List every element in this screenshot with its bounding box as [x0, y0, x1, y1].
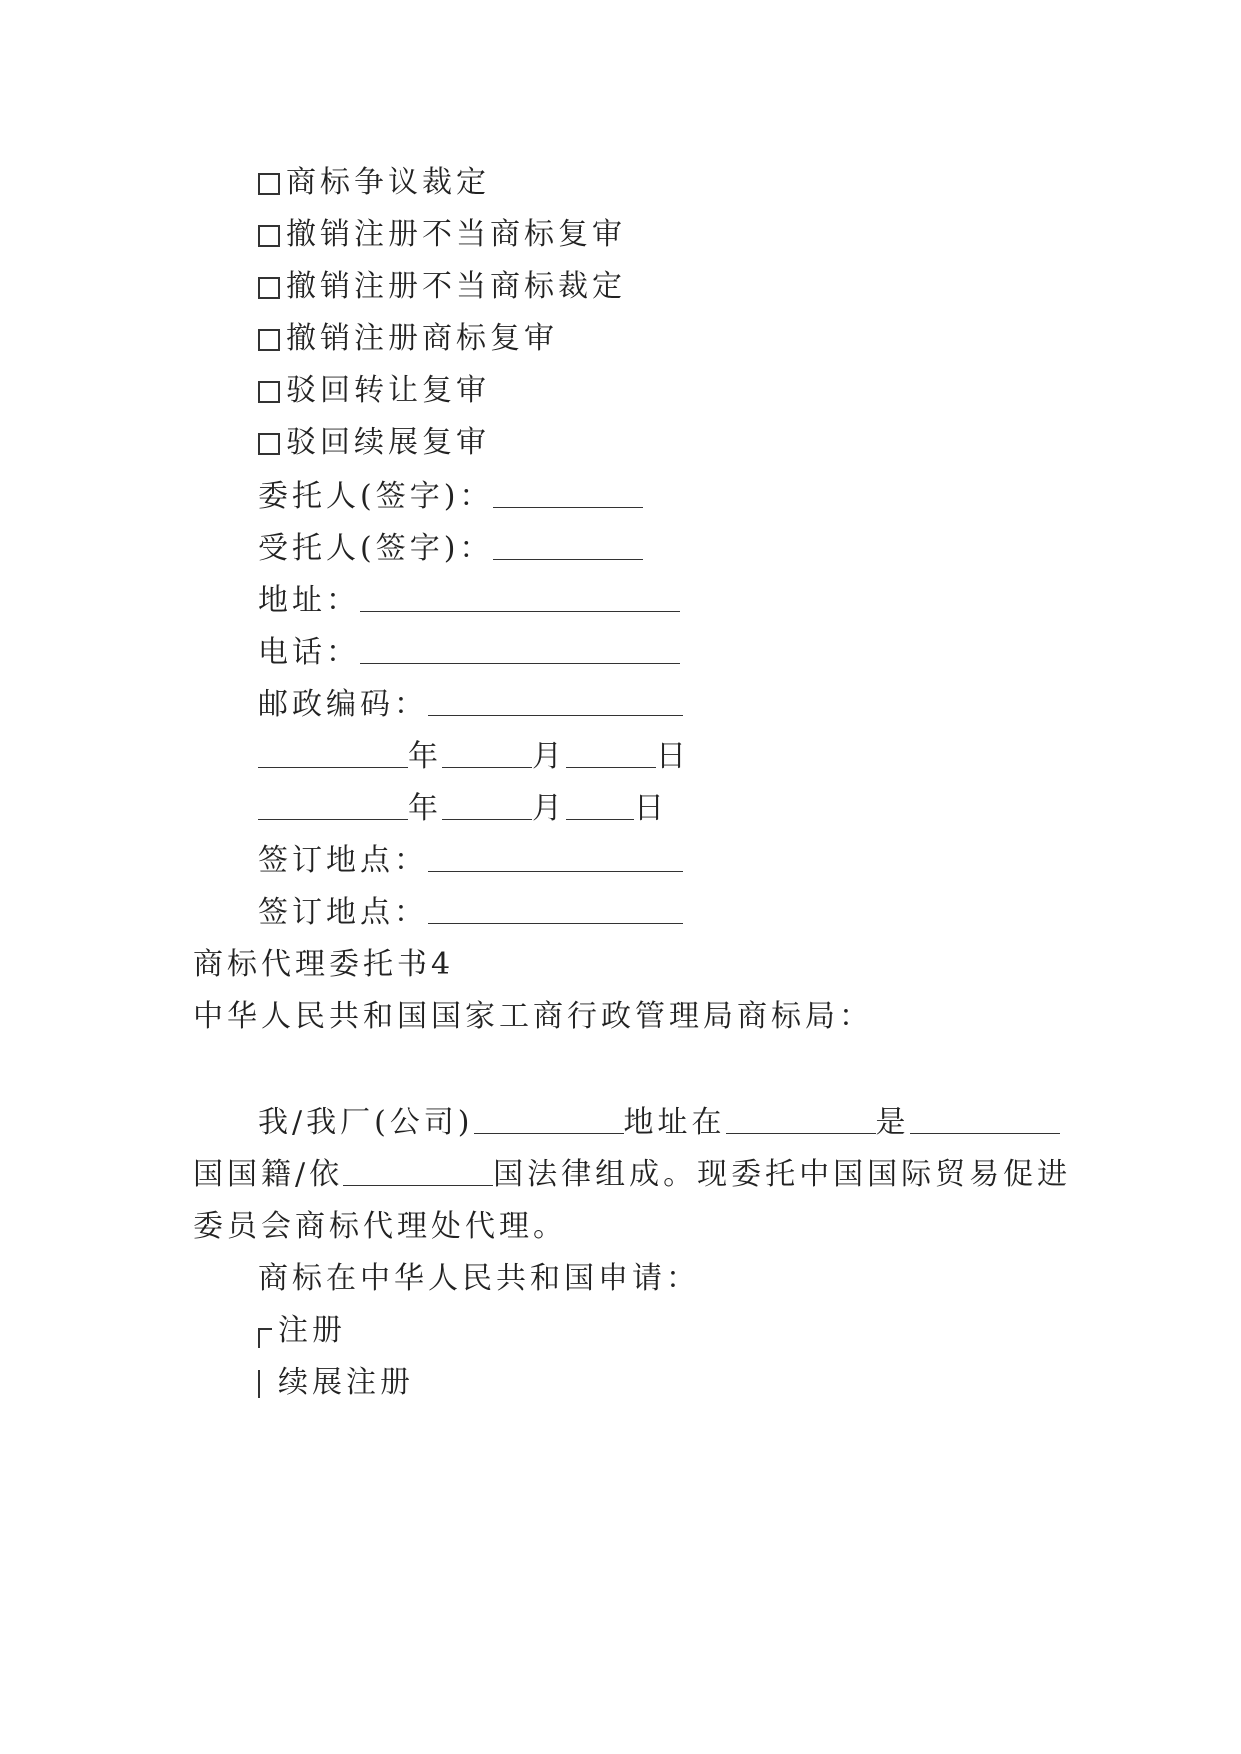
bracket-bar-icon	[258, 1370, 272, 1398]
body-paragraph-line-3: 委员会商标代理处代理。	[193, 1209, 567, 1244]
checkbox-label: 撤销注册不当商标裁定	[286, 269, 626, 304]
checkbox-row-rejected-renewal-review	[258, 423, 490, 463]
checkbox-icon[interactable]	[258, 433, 280, 455]
phone-row	[258, 633, 680, 673]
day-label: 日	[656, 739, 690, 774]
checkbox-icon[interactable]	[258, 277, 280, 299]
checkbox-icon[interactable]	[258, 173, 280, 195]
month-field[interactable]	[442, 791, 532, 820]
postcode-field[interactable]	[428, 687, 683, 716]
bracket-top-icon	[258, 1328, 272, 1348]
agent-label: 受托人(签字)：	[258, 531, 494, 566]
body-paragraph-line-1	[258, 1103, 1060, 1143]
signing-place-field[interactable]	[428, 843, 683, 872]
checkbox-row-revoke-registered-review	[258, 319, 558, 359]
checkbox-icon[interactable]	[258, 225, 280, 247]
year-field[interactable]	[258, 739, 408, 768]
date-row-2	[258, 789, 668, 829]
address-field[interactable]	[360, 583, 680, 612]
option-label: 续展注册	[278, 1365, 414, 1400]
postcode-label: 邮政编码：	[258, 687, 428, 722]
principal-label: 委托人(签字)：	[258, 479, 494, 514]
option-renewal	[258, 1363, 414, 1403]
agent-signature-field[interactable]	[493, 531, 643, 560]
body-text: 国法律组成。现委托中国国际贸易促进	[493, 1157, 1072, 1192]
phone-label: 电话：	[258, 635, 360, 670]
address-row	[258, 581, 680, 621]
month-label: 月	[532, 739, 566, 774]
principal-signature-row	[258, 477, 643, 517]
option-register	[258, 1311, 346, 1351]
address-in-label: 地址在	[623, 1105, 726, 1140]
signing-place-label: 签订地点：	[258, 843, 428, 878]
checkbox-row-revoke-improper-review	[258, 215, 626, 255]
month-label: 月	[532, 791, 566, 826]
checkbox-label: 商标争议裁定	[286, 165, 490, 200]
checkbox-label: 驳回续展复审	[286, 425, 490, 460]
section-title: 商标代理委托书4	[193, 947, 455, 982]
checkbox-row-rejected-transfer-review	[258, 371, 490, 411]
option-label: 注册	[278, 1313, 346, 1348]
checkbox-label: 驳回转让复审	[286, 373, 490, 408]
address-label: 地址：	[258, 583, 360, 618]
body-paragraph-line-2	[193, 1155, 1071, 1195]
company-name-field[interactable]	[474, 1105, 624, 1134]
checkbox-row-revoke-improper-ruling	[258, 267, 626, 307]
is-label: 是	[875, 1105, 910, 1140]
signing-place-row-2	[258, 893, 683, 933]
year-field[interactable]	[258, 791, 408, 820]
law-country-field[interactable]	[343, 1157, 493, 1186]
checkbox-icon[interactable]	[258, 329, 280, 351]
signing-place-field[interactable]	[428, 895, 683, 924]
signing-place-label: 签订地点：	[258, 895, 428, 930]
checkbox-row-dispute-ruling	[258, 163, 490, 203]
principal-signature-field[interactable]	[493, 479, 643, 508]
day-field[interactable]	[566, 739, 656, 768]
checkbox-label: 撤销注册不当商标复审	[286, 217, 626, 252]
day-label: 日	[634, 791, 668, 826]
year-label: 年	[408, 791, 442, 826]
month-field[interactable]	[442, 739, 532, 768]
signing-place-row-1	[258, 841, 683, 881]
postcode-row	[258, 685, 683, 725]
day-field[interactable]	[566, 791, 634, 820]
nationality-label: 国国籍/依	[193, 1157, 344, 1192]
year-label: 年	[408, 739, 442, 774]
checkbox-icon[interactable]	[258, 381, 280, 403]
addressee: 中华人民共和国国家工商行政管理局商标局：	[193, 999, 873, 1034]
phone-field[interactable]	[360, 635, 680, 664]
checkbox-label: 撤销注册商标复审	[286, 321, 558, 356]
company-label: 我/我厂(公司)	[258, 1105, 474, 1140]
nationality-field[interactable]	[910, 1105, 1060, 1134]
agent-signature-row	[258, 529, 643, 569]
date-row-1	[258, 737, 690, 777]
company-address-field[interactable]	[726, 1105, 876, 1134]
application-intro: 商标在中华人民共和国申请：	[258, 1261, 700, 1296]
